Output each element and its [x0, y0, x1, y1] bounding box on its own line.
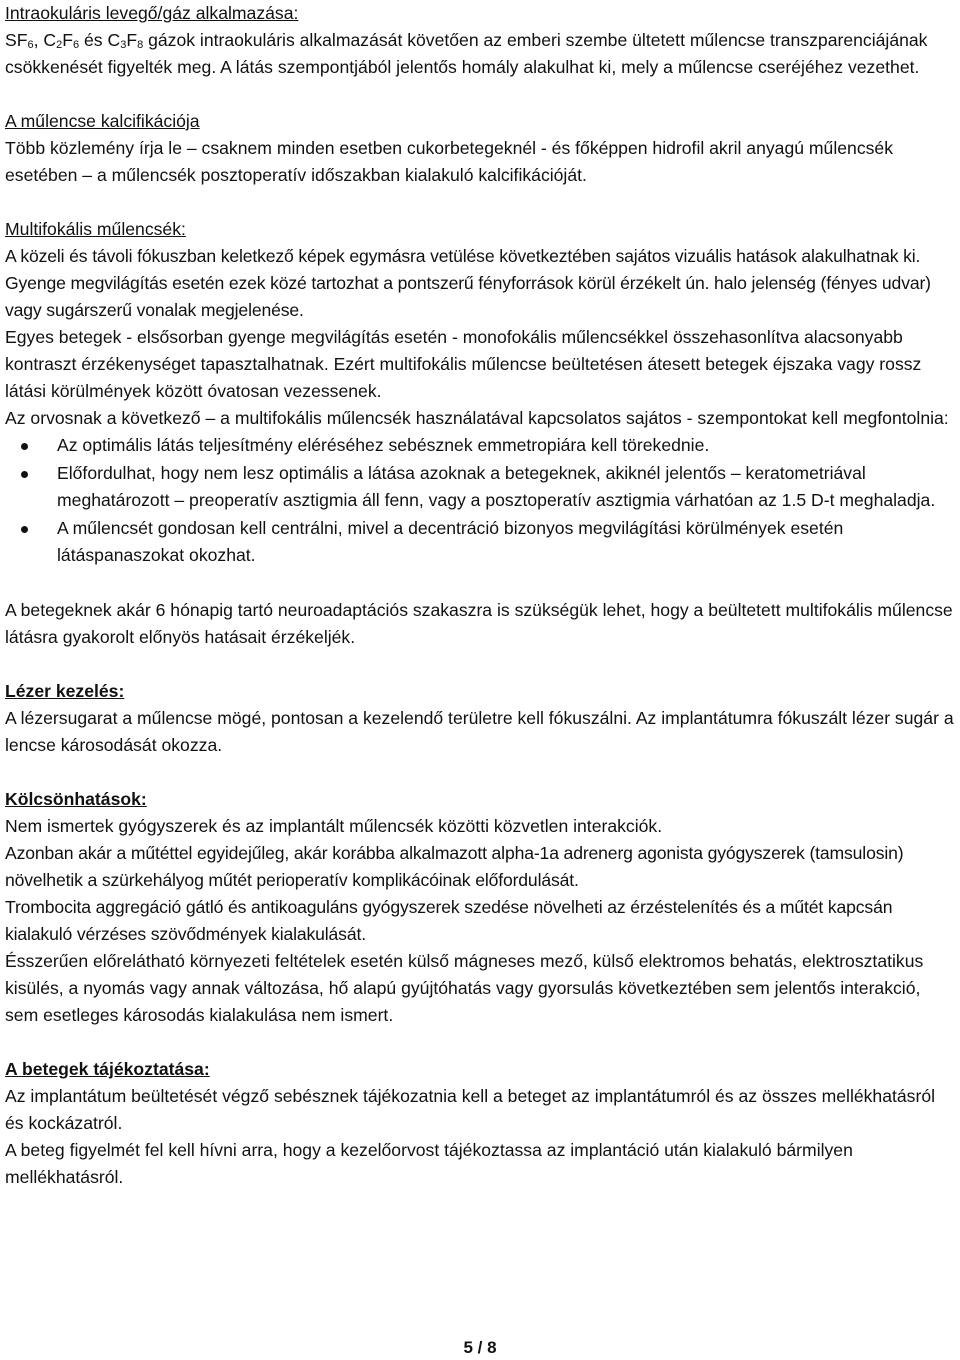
bullet-icon [21, 443, 28, 450]
list-item [5, 460, 955, 514]
section-intraocular-gas [5, 0, 955, 81]
gas-sf: SF [5, 30, 28, 50]
section-title-calcification: A műlencse kalcifikációja [5, 111, 200, 131]
gas-c3-f: F [126, 30, 138, 50]
gas-c2-f: F [62, 30, 73, 50]
section-interactions [5, 786, 955, 1029]
interactions-paragraph-3: Trombocita aggregáció gátló és antikoaguláns gyógyszerek szedése növelheti az érzéstelenítés és a műtét kapcsán kialakuló vérzéses szövődmények kialakulását. [5, 897, 893, 944]
spacer [5, 651, 955, 678]
gas-c3-c: C [107, 30, 121, 50]
section-patient-info [5, 1056, 955, 1191]
list-item-text: Az optimális látás teljesítmény eléréséhez sebésznek emmetropiára kell törekednie. [57, 435, 710, 455]
interactions-paragraph-4: Ésszerűen előrelátható környezeti feltételek esetén külső mágneses mező, külső elektromos behatás, elektrosztatikus kisülés, a nyomás vagy annak változása, hő alapú gyújtóhatás vagy gyorsulás következtében sem jelentős interakció, sem esetleges károsodás kialakulása nem ismert. [5, 951, 924, 1025]
list-item-text: A műlencsét gondosan kell centrálni, mivel a decentráció bizonyos megvilágítási körülmények esetén látáspanaszokat okozhat. [57, 518, 844, 565]
spacer [5, 189, 955, 216]
section-title-intraocular-gas: Intraokuláris levegő/gáz alkalmazása: [5, 3, 299, 23]
gas-sf-subscript: 6 [27, 39, 34, 51]
document-page [5, 0, 955, 1191]
section-title-interactions: Kölcsönhatások: [5, 789, 147, 809]
page-number: 5 / 8 [463, 1338, 497, 1357]
intraocular-gas-body: gázok intraokuláris alkalmazását követően az emberi szembe ültetett műlencse transzparenciájának csökkenését figyelték meg. A látás szempontjából jelentős homály alakulhat ki, mely a műlencse cseréjéhez vezethet. [5, 30, 928, 77]
gas-c2-c: C [43, 30, 57, 50]
list-item [5, 432, 955, 459]
patient-info-paragraph-2: A beteg figyelmét fel kell hívni arra, hogy a kezelőorvost tájékoztassa az implantáció után kialakuló bármilyen mellékhatásról. [5, 1140, 853, 1187]
section-multifocal [5, 216, 955, 651]
gas-f6-subscript: 6 [72, 39, 80, 51]
interactions-paragraph-2: Azonban akár a műtéttel egyidejűleg, akár korábba alkalmazott alpha-1a adrenerg agonista gyógyszerek (tamsulosin) növelhetik a szürkehályog műtét perioperatív komplikácóinak előfordulását. [5, 843, 904, 890]
spacer [5, 1029, 955, 1056]
section-laser [5, 678, 955, 759]
spacer [5, 81, 955, 108]
patient-info-paragraph-1: Az implantátum beültetését végző sebésznek tájékozatnia kell a beteget az implantátumról és az összes mellékhatásról és kockázatról. [5, 1086, 936, 1133]
gas-and: és [79, 30, 108, 50]
multifocal-paragraph-2: Egyes betegek - elsősorban gyenge megvilágítás esetén - monofokális műlencsékkel összehasonlítva alacsonyabb kontraszt érzékenységet tapasztalhatnak. Ezért multifokális műlencse beültetésen átesett betegek éjszaka vagy rossz látási körülmények között óvatosan vezessenek. [5, 327, 922, 401]
spacer [5, 759, 955, 786]
bullet-icon [21, 471, 28, 478]
multifocal-paragraph-1: A közeli és távoli fókuszban keletkező képek egymásra vetülése következtében sajátos vizuális hatások alakulhatnak ki. Gyenge megvilágítás esetén ezek közé tartozhat a pontszerű fényforrások körül érzékelt ún. halo jelenség (fényes udvar) vagy sugárszerű vonalak megjelenése. [5, 246, 931, 320]
gas-f8-subscript: 8 [137, 39, 144, 51]
section-title-laser: Lézer kezelés: [5, 681, 125, 701]
calcification-text: Több közlemény írja le – csaknem minden esetben cukorbetegeknél - és főképpen hidrofil akril anyagú műlencsék esetében – a műlencsék posztoperatív időszakban kialakuló kalcifikációját. [5, 138, 893, 185]
section-title-multifocal: Multifokális műlencsék: [5, 219, 186, 239]
multifocal-paragraph-4: A betegeknek akár 6 hónapig tartó neuroadaptációs szakaszra is szükségük lehet, hogy a beültetett multifokális műlencse látásra gyakorolt előnyös hatásait érzékeljék. [5, 600, 953, 647]
intraocular-gas-text [5, 27, 955, 81]
list-item-text: Előfordulhat, hogy nem lesz optimális a látása azoknak a betegeknek, akiknél jelentős – keratometriával meghatározott – preoperatív asztigmia áll fenn, vagy a posztoperatív asztigmia várhatóan az 1.5 D-t meghaladja. [57, 463, 936, 510]
gas-c2-subscript: 2 [56, 39, 63, 51]
interactions-paragraph-1: Nem ismertek gyógyszerek és az implantált műlencsék közötti közvetlen interakciók. [5, 816, 663, 836]
gas-separator: , [33, 30, 44, 50]
bullet-icon [21, 526, 28, 533]
multifocal-paragraph-3: Az orvosnak a következő – a multifokális műlencsék használatával kapcsolatos sajátos - szempontokat kell megfontolnia: [5, 408, 949, 428]
section-calcification [5, 108, 955, 189]
multifocal-bullet-list [5, 432, 955, 569]
spacer [5, 570, 955, 597]
section-title-patient-info: A betegek tájékoztatása: [5, 1059, 210, 1079]
list-item [5, 515, 955, 569]
laser-text: A lézersugarat a műlencse mögé, pontosan a kezelendő területre kell fókuszálni. Az implantátumra fókuszált lézer sugár a lencse károsodását okozza. [5, 708, 954, 755]
gas-c3-subscript: 3 [120, 39, 127, 51]
